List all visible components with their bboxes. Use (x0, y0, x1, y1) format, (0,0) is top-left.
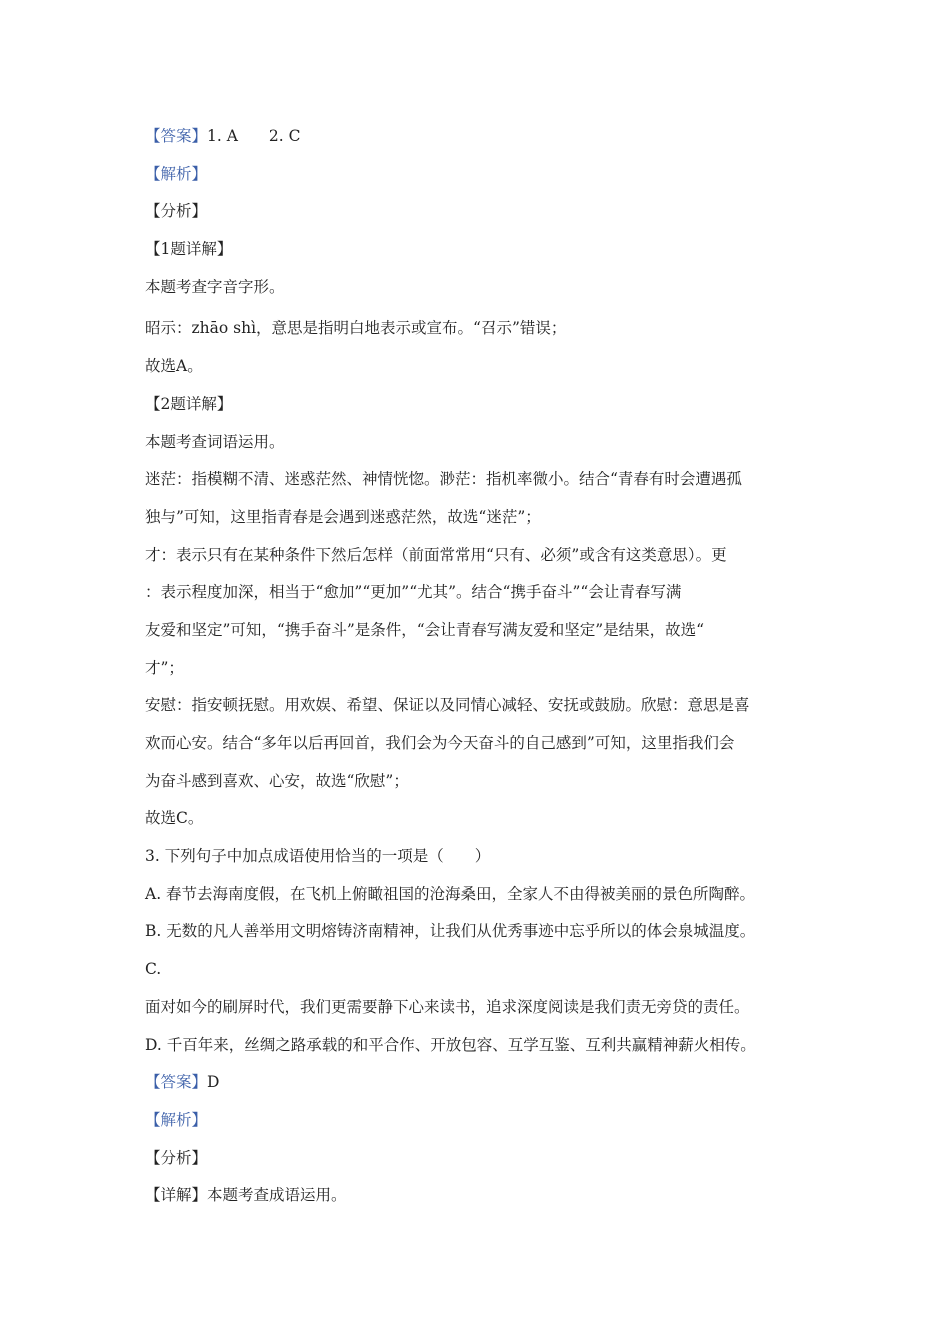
answer-tag: 【答案】 (145, 127, 208, 145)
q3-option-b: B. 无数的凡人善举用文明熔铸济南精神，让我们从优秀事迹中忘乎所以的体会泉城温度。 (145, 922, 756, 941)
q2-line-10: 为奋斗感到喜欢、心安，故选“欣慰”； (145, 771, 409, 790)
detail-line-3 (145, 1177, 810, 1215)
q2-line-9: 欢而心安。结合“多年以后再回首，我们会为今天奋斗的自己感到”可知，这里指我们会 (145, 734, 735, 752)
q3-option-d: D. 千百年来，丝绸之路承载的和平合作、开放包容、互学互鉴、互利共赢精神薪火相传。 (145, 1035, 756, 1054)
q2-line-8: 安慰：指安顿抚慰。用欢娱、希望、保证以及同情心减轻、安抚或鼓励。欣慰：意思是喜 (145, 696, 750, 715)
q3-stem: 3. 下列句子中加点成语使用恰当的一项是（ ） (145, 847, 491, 866)
q2-line-1: 本题考查词语运用。 (145, 432, 285, 451)
q2-line-3: 独与”可知，这里指青春是会遇到迷惑茫然，故选“迷茫”； (145, 507, 541, 526)
q2-line-5: ：表示程度加深，相当于“愈加”“更加”“尤其”。结合“携手奋斗”“会让青春写满 (145, 583, 682, 602)
q2-detail-heading: 【2题详解】 (145, 394, 233, 413)
analysis-tag: 【解析】 (145, 164, 208, 183)
answer-line-3 (145, 1064, 810, 1102)
q1-line-3: 故选A。 (145, 357, 203, 376)
analysis-tag-3: 【解析】 (145, 1110, 208, 1129)
q2-line-2: 迷茫：指模糊不清、迷惑茫然、神情恍惚。渺茫：指机率微小。结合“青春有时会遭遇孤 (145, 470, 742, 489)
document-page (145, 118, 810, 1215)
q3-option-c-label: C. (145, 960, 162, 979)
fenxi-heading: 【分析】 (145, 202, 208, 221)
q2-line-11: 故选C。 (145, 809, 204, 828)
q3-option-a: A. 春节去海南度假，在飞机上俯瞰祖国的沧海桑田，全家人不由得被美丽的景色所陶醉。 (145, 884, 756, 903)
answer-tag: 【答案】 (145, 1073, 208, 1092)
detail-text: 本题考查成语运用。 (207, 1186, 347, 1205)
fenxi-heading-3: 【分析】 (145, 1148, 208, 1167)
q1-line-1: 本题考查字音字形。 (145, 277, 285, 296)
answer-text: D (207, 1073, 220, 1092)
q2-line-4: 才：表示只有在某种条件下然后怎样（前面常常用“只有、必须”或含有这类意思）。更 (145, 545, 727, 564)
q3-option-c-text: 面对如今的刷屏时代，我们更需要静下心来读书，追求深度阅读是我们责无旁贷的责任。 (145, 997, 750, 1016)
answer-line-1 (145, 118, 810, 156)
q2-line-6: 友爱和坚定”可知，“携手奋斗”是条件，“会让青春写满友爱和坚定”是结果，故选“ (145, 620, 705, 639)
answer-text: 1. A 2. C (207, 127, 301, 145)
q1-detail-heading: 【1题详解】 (145, 240, 233, 259)
detail-tag: 【详解】 (145, 1186, 208, 1205)
q1-line-2: 昭示：zhāo shì，意思是指明白地表示或宣布。“召示”错误； (145, 319, 567, 338)
q2-line-7: 才”； (145, 658, 184, 677)
